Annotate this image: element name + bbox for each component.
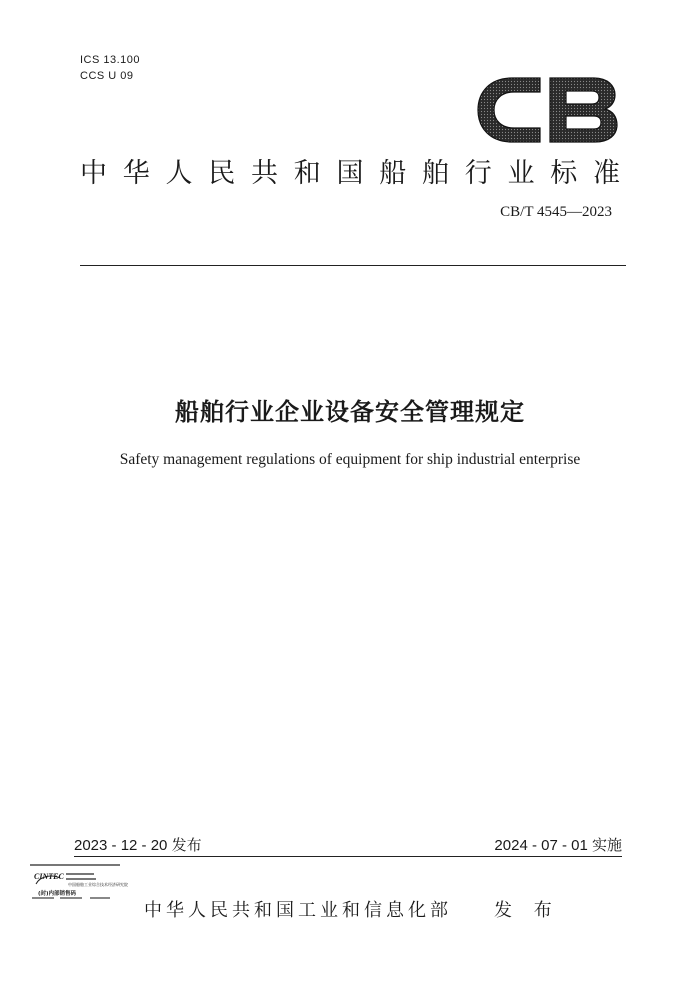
document-title-english: Safety management regulations of equipment for ship industrial enterprise [119, 451, 581, 468]
publish-label: 发 布 [494, 900, 560, 921]
stamp-label: (封)内部销售码 [38, 891, 77, 897]
stamp-graphic-icon [30, 862, 140, 912]
org-title-char: 业 [507, 158, 535, 189]
org-title-char: 标 [550, 158, 578, 189]
issue-date: 2023 - 12 - 20 发布 [74, 837, 202, 854]
org-title-char: 和 [293, 158, 321, 189]
org-title-char: 舶 [422, 158, 449, 189]
stamp-org: 中国船舶工业综合技术经济研究院 [68, 882, 128, 887]
ccs-code: CCS U 09 [80, 70, 134, 82]
org-title-char: 行 [464, 158, 492, 189]
header-divider [80, 265, 626, 266]
classification-codes [80, 52, 140, 84]
ics-code: ICS 13.100 [80, 54, 141, 66]
org-title-char: 国 [336, 158, 364, 189]
implementation-date: 2024 - 07 - 01 实施 [494, 837, 622, 854]
org-title-char: 民 [208, 158, 236, 189]
cb-logo [474, 74, 620, 146]
standard-number: CB/T 4545—2023 [500, 204, 612, 220]
publisher: 中华人民共和国工业和信息化部 [144, 900, 452, 921]
cb-logo-icon [474, 74, 620, 146]
stamp-brand: CINTEC [34, 872, 64, 881]
org-title-char: 共 [251, 158, 278, 189]
org-title-char: 中 [80, 158, 107, 189]
org-title-char: 人 [165, 158, 193, 189]
org-title [80, 156, 620, 192]
footer-divider [74, 856, 622, 857]
org-title-char: 准 [593, 158, 620, 189]
distribution-stamp [30, 862, 140, 912]
org-title-char: 华 [122, 158, 150, 189]
document-title: 船舶行业企业设备安全管理规定 [175, 398, 525, 426]
org-title-char: 船 [379, 158, 407, 189]
